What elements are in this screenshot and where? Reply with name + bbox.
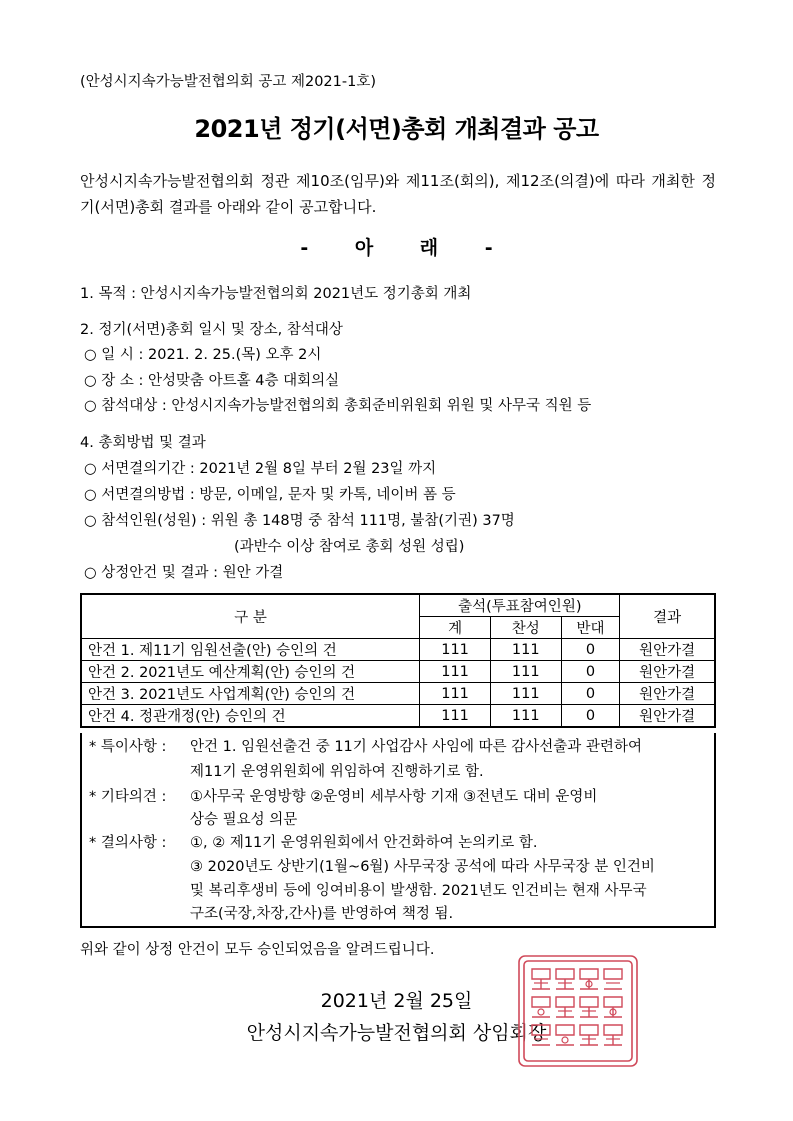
section-purpose: 1. 목적 : 안성시지속가능발전협의회 2021년도 정기총회 개최 <box>80 286 472 302</box>
special-line-2: 제11기 운영위원회에 위임하여 진행하기로 함. <box>190 764 484 780</box>
notice-number: (안성시지속가능발전협의회 공고 제2021-1호) <box>80 74 377 90</box>
schedule-date: ○ 일 시 : 2021. 2. 25.(목) 오후 2시 <box>84 347 322 363</box>
schedule-attendees: ○ 참석대상 : 안성시지속가능발전협의회 총회준비위원회 위원 및 사무국 직원 등 <box>84 398 592 414</box>
section-heading: - 아 래 - <box>300 237 493 259</box>
other-line-2: 상승 필요성 의문 <box>190 812 298 828</box>
votes-total: 111 <box>420 683 491 705</box>
other-label: * 기타의견 : <box>89 789 167 805</box>
agenda-result: 원안가결 <box>620 683 715 705</box>
header-result: 결과 <box>620 594 715 639</box>
votes-total: 111 <box>420 661 491 683</box>
section-schedule-title: 2. 정기(서면)총회 일시 및 장소, 참석대상 <box>80 322 343 338</box>
page-title: 2021년 정기(서면)총회 개최결과 공고 <box>194 115 599 143</box>
section-method-title: 4. 총회방법 및 결과 <box>80 435 206 451</box>
votes-for: 111 <box>490 661 561 683</box>
table-row <box>81 661 715 683</box>
votes-against: 0 <box>561 661 620 683</box>
resolution-label: * 결의사항 : <box>89 835 167 851</box>
method-means: ○ 서면결의방법 : 방문, 이메일, 문자 및 카톡, 네이버 폼 등 <box>84 487 456 503</box>
official-seal <box>516 953 640 1069</box>
votes-total: 111 <box>420 705 491 728</box>
resolution-line-4: 구조(국장,차장,간사)를 반영하여 책정 됨. <box>190 906 454 922</box>
votes-against: 0 <box>561 683 620 705</box>
table-row <box>81 705 715 728</box>
agenda-result: 원안가결 <box>620 705 715 728</box>
votes-against: 0 <box>561 705 620 728</box>
special-label: * 특이사항 : <box>89 739 167 755</box>
schedule-place: ○ 장 소 : 안성맞춤 아트홀 4층 대회의실 <box>84 373 340 389</box>
agenda-item: 안건 2. 2021년도 예산계획(안) 승인의 건 <box>81 661 420 683</box>
table-row <box>81 683 715 705</box>
method-quorum: (과반수 이상 참여로 총회 성원 성립) <box>234 539 465 555</box>
organization-name: 안성시지속가능발전협의회 상임회장 <box>246 1022 547 1044</box>
agenda-result: 원안가결 <box>620 639 715 661</box>
method-result: ○ 상정안건 및 결과 : 원안 가결 <box>84 565 284 581</box>
closing-statement: 위와 같이 상정 안건이 모두 승인되었음을 알려드립니다. <box>80 942 435 958</box>
votes-for: 111 <box>490 705 561 728</box>
agenda-result: 원안가결 <box>620 661 715 683</box>
votes-against: 0 <box>561 639 620 661</box>
special-line-1: 안건 1. 임원선출건 중 11기 사업감사 사임에 따른 감사선출과 관련하여 <box>190 739 642 755</box>
intro-paragraph: 안성시지속가능발전협의회 정관 제10조(임무)와 제11조(회의), 제12조(의결)에 따라 개최한 정기(서면)총회 결과를 아래와 같이 공고합니다. <box>80 172 716 216</box>
results-table <box>80 593 716 728</box>
method-attendance: ○ 참석인원(성원) : 위원 총 148명 중 참석 111명, 불참(기권) 37명 <box>84 513 515 529</box>
header-for: 찬성 <box>490 617 561 639</box>
resolution-line-1: ①, ② 제11기 운영위원회에서 안건화하여 논의키로 함. <box>190 835 538 851</box>
votes-for: 111 <box>490 683 561 705</box>
votes-total: 111 <box>420 639 491 661</box>
resolution-line-2: ③ 2020년도 상반기(1월~6월) 사무국장 공석에 따라 사무국장 분 인건비 <box>190 859 655 875</box>
header-total: 계 <box>420 617 491 639</box>
notice-date: 2021년 2월 25일 <box>320 990 473 1012</box>
header-category: 구 분 <box>81 594 420 639</box>
method-period: ○ 서면결의기간 : 2021년 2월 8일 부터 2월 23일 까지 <box>84 461 437 477</box>
notes-box <box>80 733 716 928</box>
table-row <box>81 639 715 661</box>
agenda-item: 안건 1. 제11기 임원선출(안) 승인의 건 <box>81 639 420 661</box>
agenda-item: 안건 4. 정관개정(안) 승인의 건 <box>81 705 420 728</box>
header-against: 반대 <box>561 617 620 639</box>
agenda-item: 안건 3. 2021년도 사업계획(안) 승인의 건 <box>81 683 420 705</box>
other-line-1: ①사무국 운영방향 ②운영비 세부사항 기재 ③전년도 대비 운영비 <box>190 789 598 805</box>
votes-for: 111 <box>490 639 561 661</box>
header-attendance: 출석(투표참여인원) <box>420 594 620 617</box>
resolution-line-3: 및 복리후생비 등에 잉여비용이 발생함. 2021년도 인건비는 현재 사무국 <box>190 883 647 899</box>
